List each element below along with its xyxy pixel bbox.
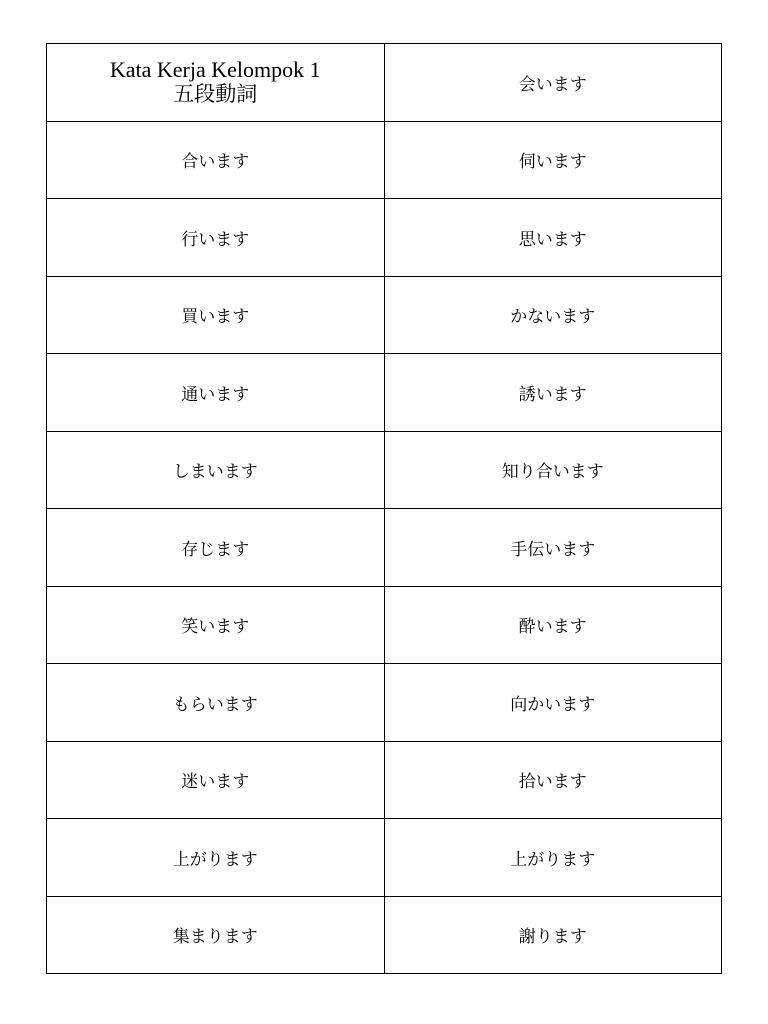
- table-row: [47, 354, 722, 432]
- table-cell: 誘います: [384, 354, 722, 432]
- table-cell: 上がります: [384, 819, 722, 897]
- table-cell: 思います: [384, 199, 722, 277]
- table-row: [47, 121, 722, 199]
- table-cell: 合います: [47, 121, 385, 199]
- table-title-japanese: 五段動詞: [173, 82, 258, 107]
- table-cell: 存じます: [47, 509, 385, 587]
- table-cell: 知り合います: [384, 431, 722, 509]
- table-cell: 集まります: [47, 896, 385, 974]
- table-row: [47, 431, 722, 509]
- table-cell: 酔います: [384, 586, 722, 664]
- table-row: [47, 664, 722, 742]
- table-title-latin: Kata Kerja Kelompok 1: [109, 57, 321, 83]
- table-cell: しまいます: [47, 431, 385, 509]
- verb-table: [46, 43, 722, 974]
- table-cell: 謝ります: [384, 896, 722, 974]
- table-cell: 手伝います: [384, 509, 722, 587]
- table-cell: 通います: [47, 354, 385, 432]
- table-row: [47, 509, 722, 587]
- table-row: [47, 896, 722, 974]
- table-header-cell: [47, 44, 385, 122]
- table-cell: 向かいます: [384, 664, 722, 742]
- table-row: [47, 741, 722, 819]
- table-cell: もらいます: [47, 664, 385, 742]
- table-row: [47, 819, 722, 897]
- table-header-row: [47, 44, 722, 122]
- table-row: [47, 586, 722, 664]
- table-cell: 拾います: [384, 741, 722, 819]
- table-cell: 伺います: [384, 121, 722, 199]
- table-cell: 買います: [47, 276, 385, 354]
- table-row: [47, 276, 722, 354]
- table-cell: 笑います: [47, 586, 385, 664]
- table-cell: 上がります: [47, 819, 385, 897]
- table-cell: 会います: [384, 44, 722, 122]
- table-row: [47, 199, 722, 277]
- table-cell: 迷います: [47, 741, 385, 819]
- table-cell: かないます: [384, 276, 722, 354]
- table-cell: 行います: [47, 199, 385, 277]
